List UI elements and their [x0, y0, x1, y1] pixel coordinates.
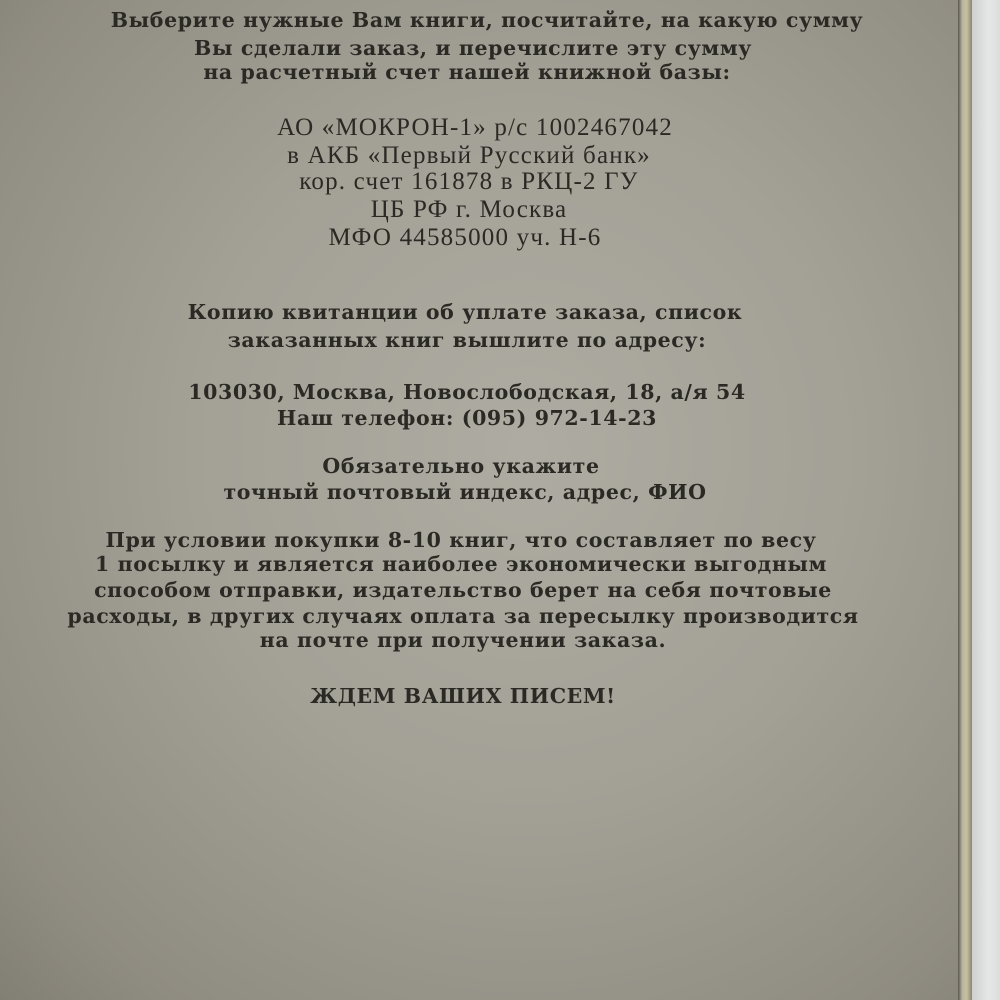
- page-edge: [958, 0, 972, 1000]
- conditions-line-1: При условии покупки 8-10 книг, что составляет по весу: [105, 528, 817, 552]
- intro-line-3: на расчетный счет нашей книжной базы:: [203, 60, 731, 84]
- intro-line-1: Выберите нужные Вам книги, посчитайте, на какую сумму: [110, 8, 864, 32]
- bank-account-line: АО «МОКРОН-1» р/с 1002467042: [277, 114, 673, 141]
- phone-number: Наш телефон: (095) 972-14-23: [277, 406, 657, 430]
- closing-line: ЖДЕМ ВАШИХ ПИСЕМ!: [310, 684, 616, 708]
- conditions-line-2: 1 посылку и является наиболее экономически выгодным: [95, 552, 827, 576]
- postal-address: 103030, Москва, Новослободская, 18, а/я 54: [188, 380, 746, 404]
- background-surface: [972, 0, 1000, 1000]
- copy-instructions-line-1: Копию квитанции об уплате заказа, список: [187, 300, 743, 324]
- conditions-line-5: на почте при получении заказа.: [259, 628, 667, 652]
- bank-name-line: в АКБ «Первый Русский банк»: [287, 142, 651, 169]
- conditions-line-4: расходы, в других случаях оплата за пересылку производится: [67, 604, 859, 628]
- correspondent-account-line: кор. счет 161878 в РКЦ-2 ГУ: [299, 168, 639, 195]
- conditions-line-3: способом отправки, издательство берет на себя почтовые: [94, 578, 832, 602]
- intro-line-2: Вы сделали заказ, и перечислите эту сумму: [194, 36, 752, 60]
- mfo-line: МФО 44585000 уч. Н-6: [328, 224, 602, 251]
- notice-line-1: Обязательно укажите: [322, 454, 600, 478]
- central-bank-line: ЦБ РФ г. Москва: [370, 196, 568, 223]
- notice-line-2: точный почтовый индекс, адрес, ФИО: [223, 480, 707, 504]
- copy-instructions-line-2: заказанных книг вышлите по адресу:: [227, 328, 707, 352]
